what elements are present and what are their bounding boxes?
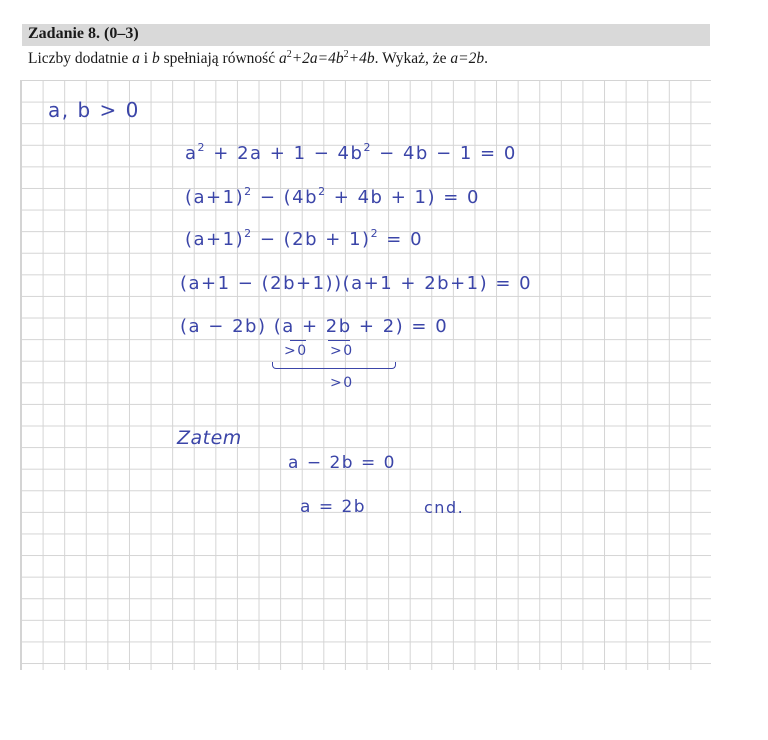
equation-a: a [278,50,287,67]
equation-end: +4b [348,50,375,67]
equation-a-exponent: 2 [286,49,292,60]
line3-part1: (a+1) [185,229,245,250]
gt0-a: >0 [284,343,308,359]
task-statement [28,50,488,68]
task-header [22,24,710,46]
line3-part3: = 0 [386,229,424,250]
gt0-b: >0 [330,343,354,359]
line2-part1: (a+1) [185,187,245,208]
equation-line-3 [185,229,423,250]
line3-exponent2: 2 [370,227,380,240]
conclusion-equation-1: a − 2b = 0 [288,453,396,473]
statement-var-a: a [132,50,140,67]
line1-exponent1: 2 [197,141,207,154]
conclusion-label: Zatem [177,427,242,449]
statement-prompt: . Wykaż, że [374,50,447,67]
equation-line-2 [185,187,480,208]
line1-part2: + 2a + 1 − 4b [213,143,364,164]
equation-line-5 [180,316,448,337]
equation-line-4: (a+1 − (2b+1))(a+1 + 2b+1) = 0 [180,273,533,294]
equation-line-1 [185,143,517,164]
sum-brace [272,362,396,369]
line3-part2: − (2b + 1) [259,229,371,250]
line2-exponent1: 2 [244,185,253,198]
line1-exponent2: 2 [363,141,372,154]
statement-intro: Liczby dodatnie [28,50,129,67]
line2-part3: + 4b + 1) = 0 [333,187,480,208]
gt0-sum: >0 [330,375,354,391]
answer-grid [20,80,711,670]
line2-part2: − (4b [259,187,319,208]
line2-exponent2: 2 [318,185,327,198]
conclusion-equation-2: a = 2b [300,497,367,517]
equation-middle: +2a=4b [291,50,344,67]
line1-part3: − 4b − 1 = 0 [379,143,517,164]
underline-2b [328,340,350,341]
underline-a [290,340,306,341]
line1-part1: a [185,143,198,164]
line5-left: (a − 2b) [180,316,267,337]
line5-right: (a + 2b + 2) = 0 [273,316,449,337]
statement-end: . [484,50,488,67]
statement-conj: i [143,50,149,67]
equation-b-exponent: 2 [343,49,349,60]
line3-exponent1: 2 [244,227,253,240]
statement-verb: spełniają równość [163,50,276,67]
assumption: a, b > 0 [48,98,140,122]
task-title: Zadanie 8. (0–3) [28,25,139,42]
qed-mark: cnd. [424,498,465,517]
statement-var-b: b [151,50,160,67]
statement-claim: a=2b [450,50,485,67]
